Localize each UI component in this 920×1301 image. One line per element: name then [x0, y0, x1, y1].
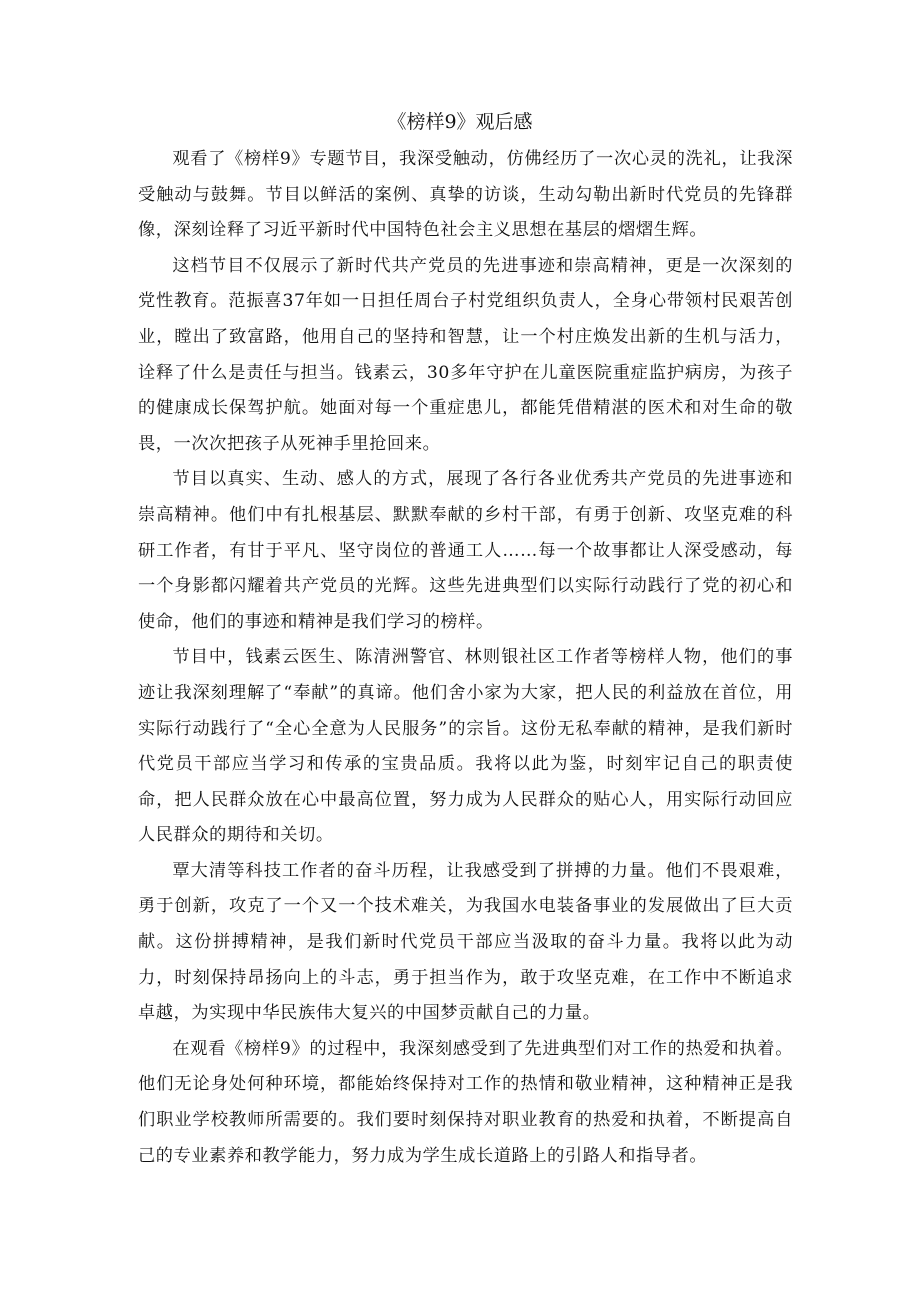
paragraph: 观看了《榜样9》专题节目，我深受触动，仿佛经历了一次心灵的洗礼，让我深受触动与鼓舞。节目以鲜活的案例、真挚的访谈，生动勾勒出新时代党员的先锋群像，深刻诠释了习近平新时代中国特色社会主义思想在基层的熠熠生辉。	[138, 149, 793, 241]
paragraph: 覃大清等科技工作者的奋斗历程，让我感受到了拼搏的力量。他们不畏艰难，勇于创新，攻克了一个又一个技术难关，为我国水电装备事业的发展做出了巨大贡献。这份拼搏精神，是我们新时代党员干部应当汲取的奋斗力量。我将以此为动力，时刻保持昂扬向上的斗志，勇于担当作为，敢于攻坚克难，在工作中不断追求卓越，为实现中华民族伟大复兴的中国梦贡献自己的力量。	[138, 860, 793, 1024]
document-body	[138, 142, 793, 1174]
paragraph: 节目中，钱素云医生、陈清洲警官、林则银社区工作者等榜样人物，他们的事迹让我深刻理解了“奉献”的真谛。他们舍小家为大家，把人民的利益放在首位，用实际行动践行了“全心全意为人民服务”的宗旨。这份无私奉献的精神，是我们新时代党员干部应当学习和传承的宝贵品质。我将以此为鉴，时刻牢记自己的职责使命，把人民群众放在心中最高位置，努力成为人民群众的贴心人，用实际行动回应人民群众的期待和关切。	[138, 647, 793, 846]
paragraph: 节目以真实、生动、感人的方式，展现了各行各业优秀共产党员的先进事迹和崇高精神。他们中有扎根基层、默默奉献的乡村干部，有勇于创新、攻坚克难的科研工作者，有甘于平凡、坚守岗位的普通工人……每一个故事都让人深受感动，每一个身影都闪耀着共产党员的光辉。这些先进典型们以实际行动践行了党的初心和使命，他们的事迹和精神是我们学习的榜样。	[138, 469, 793, 632]
paragraph: 这档节目不仅展示了新时代共产党员的先进事迹和崇高精神，更是一次深刻的党性教育。范振喜37年如一日担任周台子村党组织负责人，全身心带领村民艰苦创业，瞠出了致富路，他用自己的坚持和智慧，让一个村庄焕发出新的生机与活力，诠释了什么是责任与担当。钱素云，30多年守护在儿童医院重症监护病房，为孩子的健康成长保驾护航。她面对每一个重症患儿，都能凭借精湛的医术和对生命的敬畏，一次次把孩子从死神手里抢回来。	[138, 255, 793, 454]
paragraph: 在观看《榜样9》的过程中，我深刻感受到了先进典型们对工作的热爱和执着。他们无论身处何种环境，都能始终保持对工作的热情和敬业精神，这种精神正是我们职业学校教师所需要的。我们要时刻保持对职业教育的热爱和执着，不断提高自己的专业素养和教学能力，努力成为学生成长道路上的引路人和指导者。	[138, 1038, 793, 1166]
document-title: 《榜样9》观后感	[387, 111, 533, 133]
